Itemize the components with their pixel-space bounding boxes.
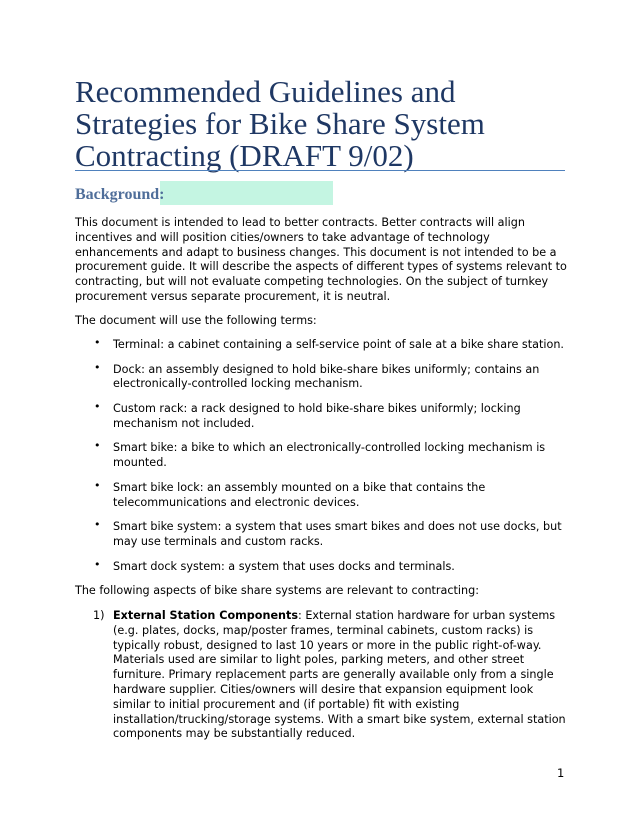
bullet-icon: • xyxy=(94,439,101,453)
aspects-list xyxy=(75,609,570,742)
bullet-icon: • xyxy=(94,478,101,492)
terms-intro: The document will use the following terms: xyxy=(75,314,317,327)
term-terminal: Terminal: a cabinet containing a self-service point of sale at a bike share station. xyxy=(113,338,564,351)
aspects-intro: The following aspects of bike share systems are relevant to contracting: xyxy=(75,584,479,597)
list-item xyxy=(75,520,570,550)
bullet-icon: • xyxy=(94,336,101,349)
bullet-icon: • xyxy=(94,557,101,571)
title-divider xyxy=(75,170,565,171)
terms-list xyxy=(75,338,570,584)
term-dock: Dock: an assembly designed to hold bike-share bikes uniformly; contains an electronically-controlled locking mechanism. xyxy=(113,362,540,391)
document-title: Recommended Guidelines and Strategies for Bike Share System Contracting (DRAFT 9/02) xyxy=(75,74,485,173)
page-number: 1 xyxy=(557,766,565,780)
list-item xyxy=(75,609,570,742)
list-item xyxy=(75,557,570,575)
term-smart-bike-system: Smart bike system: a system that uses smart bikes and does not use docks, but may use terminals and custom racks. xyxy=(113,520,562,548)
list-item xyxy=(75,338,570,353)
highlight-box xyxy=(160,181,333,205)
bullet-icon: • xyxy=(94,360,101,374)
intro-paragraph: This document is intended to lead to better contracts. Better contracts will align incentives and will position cities/owners to take advantage of technology enhancements and adapt to business changes. This document is not intended to be a procurement guide. It will describe the aspects of different types of systems relevant to contracting, but will not evaluate competing technologies. On the subject of turnkey procurement versus separate procurement, it is neutral. xyxy=(75,216,567,303)
list-item xyxy=(75,441,570,471)
aspect-text: : External station hardware for urban systems (e.g. plates, docks, map/poster frames, terminal cabinets, custom racks) is typically robust, designed to last 10 years or more in the public right-of-way. Materials used are similar to light poles, parking meters, and other street furniture. Primary replacement parts are generally available only from a single hardware supplier. Cities/owners will desire that expansion equipment look similar to initial procurement and (if portable) fit with existing installation/trucking/storage systems. With a smart bike system, external station components may be substantially reduced. xyxy=(113,609,566,741)
bullet-icon: • xyxy=(94,518,101,532)
bullet-icon: • xyxy=(94,399,101,413)
term-smart-dock-system: Smart dock system: a system that uses docks and terminals. xyxy=(113,559,455,573)
aspect-heading: External Station Components xyxy=(113,609,299,622)
list-item xyxy=(75,478,570,511)
list-number: 1) xyxy=(93,609,105,622)
term-custom-rack: Custom rack: a rack designed to hold bike-share bikes uniformly; locking mechanism not included. xyxy=(113,401,521,430)
list-item xyxy=(75,360,570,393)
background-heading: Background: xyxy=(75,186,165,203)
term-smart-bike: Smart bike: a bike to which an electronically-controlled locking mechanism is mounted. xyxy=(113,441,546,470)
list-item xyxy=(75,399,570,432)
term-smart-bike-lock: Smart bike lock: an assembly mounted on a bike that contains the telecommunications and electronic devices. xyxy=(113,480,486,509)
